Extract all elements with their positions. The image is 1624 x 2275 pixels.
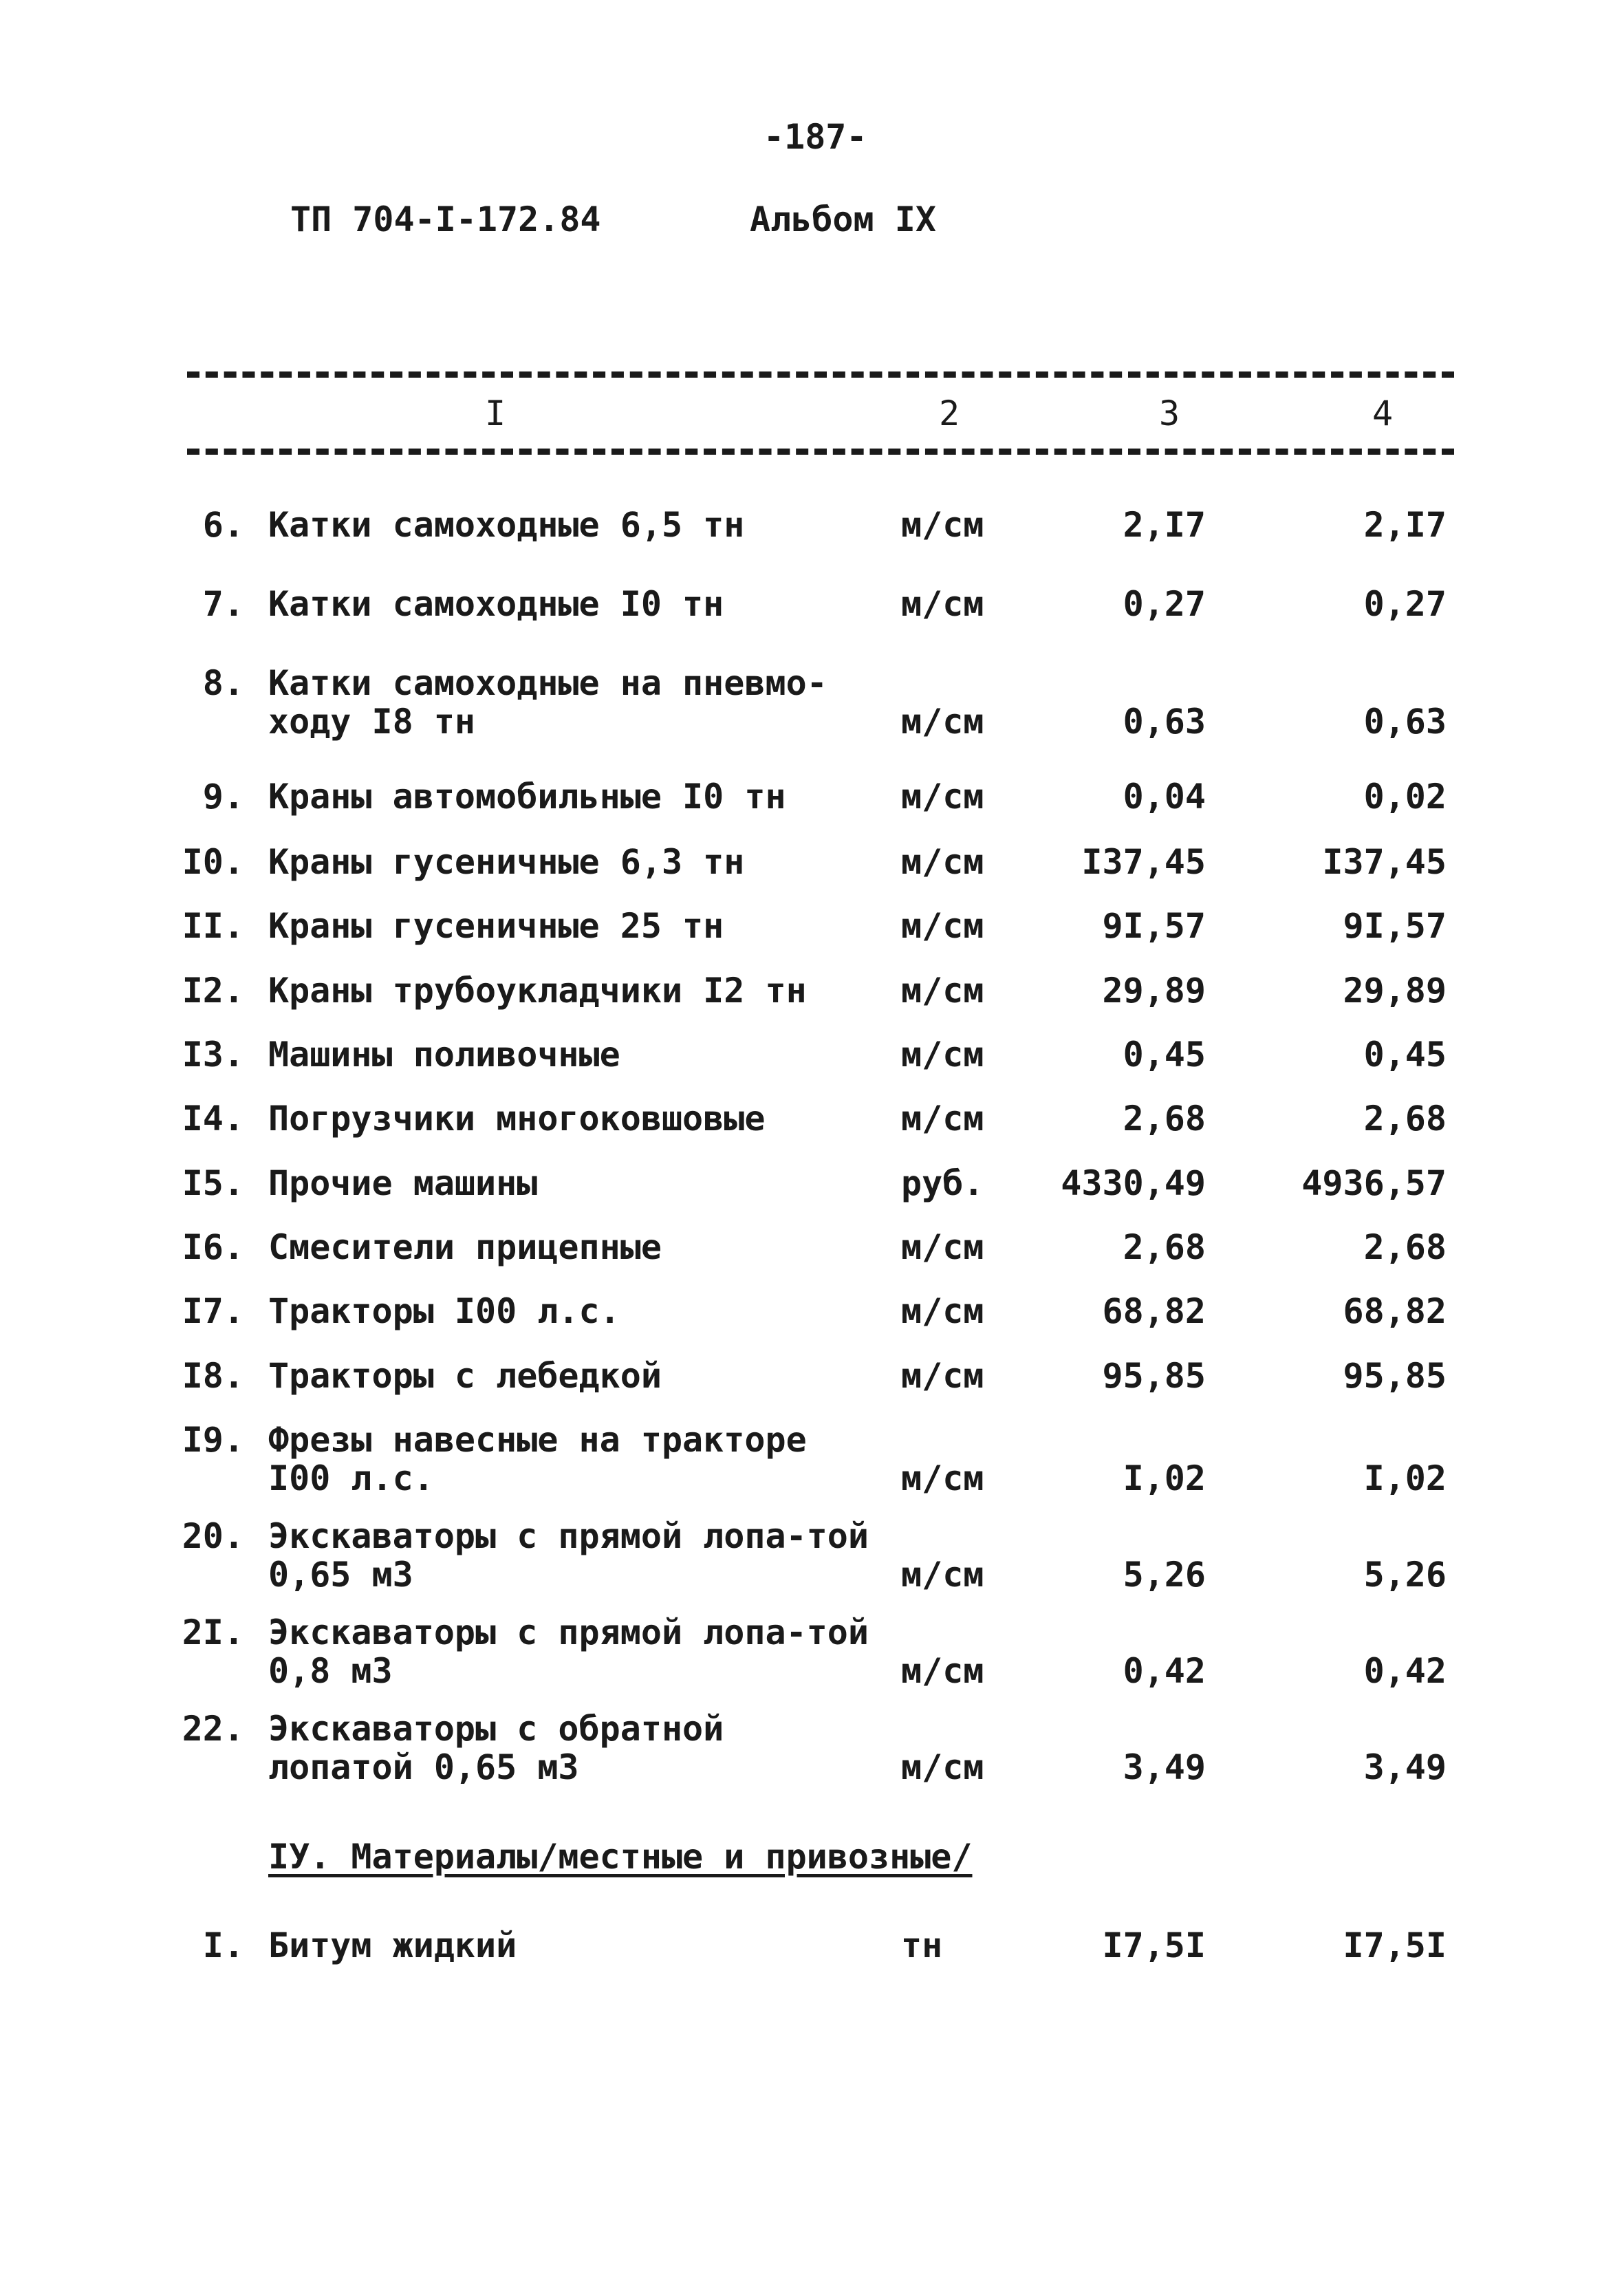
row-value-col3: 0,42 [1123,1651,1206,1691]
row-name: Катки самоходные на пневмо-ходу I8 тн [268,663,827,742]
row-number: I8. [182,1356,244,1396]
row-unit: м/см [901,906,984,946]
row-name: Тракторы с лебедкой [268,1356,662,1396]
row-value-col3: 0,27 [1123,584,1206,624]
row-number: 6. [202,505,244,545]
row-number: I0. [182,842,244,882]
row-name: Экскаваторы с прямой лопа-той 0,65 м3 [268,1516,869,1595]
column-header-3: 3 [1158,393,1180,433]
row-value-col4: 2,68 [1363,1099,1447,1139]
row-number: 7. [202,584,244,624]
row-value-col3: 0,04 [1123,777,1206,817]
row-value-col4: 68,82 [1343,1291,1447,1331]
row-name: Фрезы навесные на тракторе I00 л.с. [268,1420,807,1498]
row-value-col3: 29,89 [1102,971,1206,1011]
row-value-col4: I,02 [1363,1458,1447,1498]
row-value-col3: 5,26 [1123,1555,1206,1595]
row-name: Экскаваторы с обратной лопатой 0,65 м3 [268,1709,724,1787]
section-heading: IУ. Материалы/местные и привозные/ [268,1837,973,1877]
row-unit: м/см [901,1651,984,1691]
row-number: I9. [182,1420,244,1460]
row-number: I7. [182,1291,244,1331]
row-number: 8. [202,663,244,703]
row-number: 9. [202,777,244,817]
row-value-col3: I,02 [1123,1458,1206,1498]
row-name: Катки самоходные 6,5 тн [268,505,745,545]
row-value-col3: 2,I7 [1123,505,1206,545]
row-value-col3: I37,45 [1081,842,1206,882]
row-value-col4: 2,68 [1363,1227,1447,1267]
table-header-rule [187,449,1454,455]
column-header-4: 4 [1372,393,1394,433]
row-name: Краны гусеничные 6,3 тн [268,842,745,882]
row-value-col3: 9I,57 [1102,906,1206,946]
row-value-col4: 0,27 [1363,584,1447,624]
row-unit: м/см [901,584,984,624]
row-value-col4: 0,02 [1363,777,1447,817]
row-number: 2I. [182,1613,244,1652]
page-number: -187- [764,117,867,157]
row-value-col3: 0,45 [1123,1035,1206,1075]
row-name: Краны автомобильные I0 тн [268,777,786,817]
row-name: Экскаваторы с прямой лопа-той 0,8 м3 [268,1613,869,1691]
row-number: 22. [182,1709,244,1749]
row-unit: м/см [901,1747,984,1787]
row-unit: м/см [901,1099,984,1139]
row-number: I2. [182,971,244,1011]
row-number: I5. [182,1163,244,1203]
row-unit: м/см [901,1458,984,1498]
row-value-col4: 9I,57 [1343,906,1447,946]
row-unit: м/см [901,842,984,882]
row-value-col4: 5,26 [1363,1555,1447,1595]
row-name: Погрузчики многоковшовые [268,1099,766,1139]
row-name: Тракторы I00 л.с. [268,1291,620,1331]
row-name: Смесители прицепные [268,1227,662,1267]
row-unit: м/см [901,1555,984,1595]
row-unit: м/см [901,777,984,817]
row-name: Краны гусеничные 25 тн [268,906,724,946]
row-unit: м/см [901,1227,984,1267]
row-value-col3: 4330,49 [1061,1163,1206,1203]
row-unit: м/см [901,1035,984,1075]
row-value-col4: 0,63 [1363,702,1447,742]
row-value-col3: 2,68 [1123,1099,1206,1139]
row-unit: м/см [901,1291,984,1331]
row-unit: тн [901,1926,943,1965]
row-number: I4. [182,1099,244,1139]
row-value-col4: 4936,57 [1301,1163,1447,1203]
row-value-col4: 0,42 [1363,1651,1447,1691]
document-code: ТП 704-I-172.84 [290,200,601,239]
row-value-col4: 0,45 [1363,1035,1447,1075]
album-label: Альбом IX [750,200,936,239]
row-number: II. [182,906,244,946]
row-name: Прочие машины [268,1163,538,1203]
row-name: Машины поливочные [268,1035,620,1075]
row-value-col4: I37,45 [1322,842,1447,882]
row-value-col3: 2,68 [1123,1227,1206,1267]
column-header-2: 2 [938,393,960,433]
row-number: I3. [182,1035,244,1075]
row-number: I. [202,1926,244,1965]
row-value-col4: 3,49 [1363,1747,1447,1787]
row-value-col4: 29,89 [1343,971,1447,1011]
row-value-col3: 68,82 [1102,1291,1206,1331]
row-value-col3: 3,49 [1123,1747,1206,1787]
row-name: Катки самоходные I0 тн [268,584,724,624]
row-unit: м/см [901,971,984,1011]
row-value-col3: I7,5I [1102,1926,1206,1965]
row-value-col4: I7,5I [1343,1926,1447,1965]
row-value-col3: 95,85 [1102,1356,1206,1396]
row-unit: м/см [901,505,984,545]
row-name: Краны трубоукладчики I2 тн [268,971,807,1011]
row-value-col4: 95,85 [1343,1356,1447,1396]
row-name: Битум жидкий [268,1926,517,1965]
row-value-col4: 2,I7 [1363,505,1447,545]
table-top-rule [187,371,1454,378]
row-unit: руб. [901,1163,984,1203]
row-value-col3: 0,63 [1123,702,1206,742]
row-unit: м/см [901,702,984,742]
row-unit: м/см [901,1356,984,1396]
row-number: 20. [182,1516,244,1556]
column-header-1: I [484,393,506,433]
row-number: I6. [182,1227,244,1267]
